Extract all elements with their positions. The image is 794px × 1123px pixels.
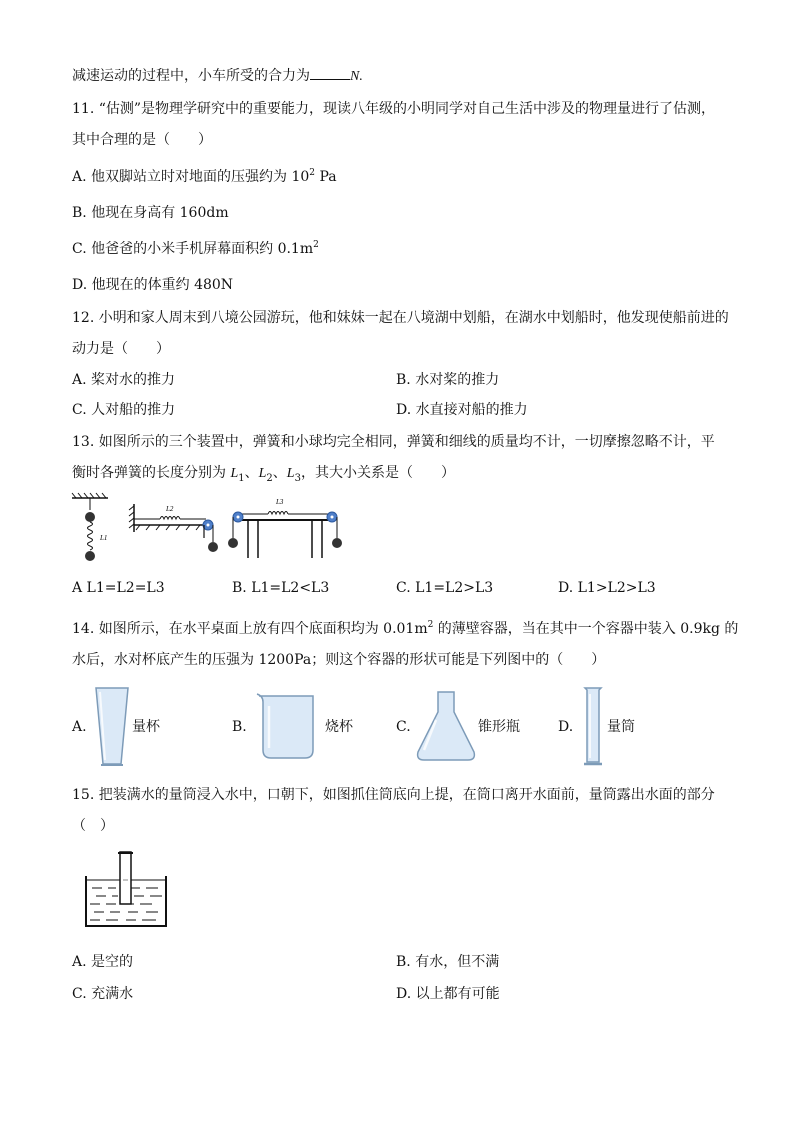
beaker-icon	[255, 692, 317, 760]
q11-option-d: D. 他现在的体重约 480N	[72, 277, 234, 293]
q11-option-c: C. 他爸爸的小米手机屏幕面积约 $0.1m^2$	[72, 240, 319, 257]
intro-line	[72, 67, 363, 86]
q14-option-d-letter: D.	[558, 719, 574, 735]
q14-option-b-name: 烧杯	[325, 719, 353, 735]
q15-stem-line2: （ ）	[72, 818, 114, 834]
answer-blank	[310, 67, 350, 80]
q14-option-c-name: 锥形瓶	[478, 719, 520, 735]
q14-option-b-letter: B.	[232, 719, 247, 735]
q12-option-a: A. 桨对水的推力	[72, 372, 176, 388]
q12-stem-line2: 动力是（ ）	[72, 341, 170, 357]
measuring-cup-icon	[94, 686, 130, 768]
intro-text: 减速运动的过程中，小车所受的合力为	[72, 68, 310, 84]
spring-apparatus-figure	[70, 492, 350, 562]
q15-option-d: D. 以上都有可能	[396, 986, 500, 1002]
q13-stem-line2: 衡时各弹簧的长度分别为 $L_1$、$L_2$、$L_3$，其大小关系是（ ）	[72, 465, 455, 484]
label-l2: L2	[166, 505, 174, 513]
unit-n: N.	[350, 69, 363, 84]
q12-stem-line1: 12. 小明和家人周末到八境公园游玩，他和妹妹一起在八境湖中划船，在湖水中划船时，他发现使船前进的	[72, 310, 729, 326]
label-l1: L1	[100, 534, 108, 542]
q13-option-a: A L1=L2=L3	[72, 580, 165, 596]
graduated-cylinder-icon	[583, 686, 603, 766]
q14-stem-line2: 水后，水对杯底产生的压强为 1200Pa；则这个容器的形状可能是下列图中的（ ）	[72, 652, 606, 668]
q14-stem-line1: 14. 如图所示，在水平桌面上放有四个底面积均为 $0.01m^2$ 的薄壁容器，当在其中一个容器中装入 0.9kg 的	[72, 620, 739, 637]
q13-option-b: B. L1=L2<L3	[232, 580, 330, 596]
q15-option-c: C. 充满水	[72, 986, 134, 1002]
q12-option-d: D. 水直接对船的推力	[396, 402, 528, 418]
conical-flask-icon	[416, 690, 476, 762]
q14-option-d-name: 量筒	[607, 719, 635, 735]
q14-option-c-letter: C.	[396, 719, 411, 735]
q11-option-a: A. 他双脚站立时对地面的压强约为 $10^2$ Pa	[72, 168, 337, 185]
q14-option-a-letter: A.	[72, 719, 87, 735]
q12-option-b: B. 水对桨的推力	[396, 372, 500, 388]
q13-option-d: D. L1>L2>L3	[558, 580, 656, 596]
q15-option-a: A. 是空的	[72, 954, 134, 970]
inverted-cylinder-in-tank-figure	[84, 850, 168, 930]
q12-option-c: C. 人对船的推力	[72, 402, 176, 418]
label-l3: L3	[276, 498, 284, 506]
q11-stem-line2: 其中合理的是（ ）	[72, 132, 212, 148]
q15-option-b: B. 有水，但不满	[396, 954, 500, 970]
q13-stem-line1: 13. 如图所示的三个装置中，弹簧和小球均完全相同，弹簧和细线的质量均不计，一切摩擦忽略不计，平	[72, 434, 715, 450]
q11-option-b: B. 他现在身高有 160dm	[72, 205, 229, 221]
q14-option-a-name: 量杯	[132, 719, 160, 735]
q11-stem-line1: 11. “估测”是物理学研究中的重要能力，现读八年级的小明同学对自己生活中涉及的物理量进行了估测，	[72, 101, 716, 117]
q13-option-c: C. L1=L2>L3	[396, 580, 494, 596]
q15-stem-line1: 15. 把装满水的量筒浸入水中，口朝下，如图抓住筒底向上提，在筒口离开水面前，量筒露出水面的部分	[72, 787, 715, 803]
